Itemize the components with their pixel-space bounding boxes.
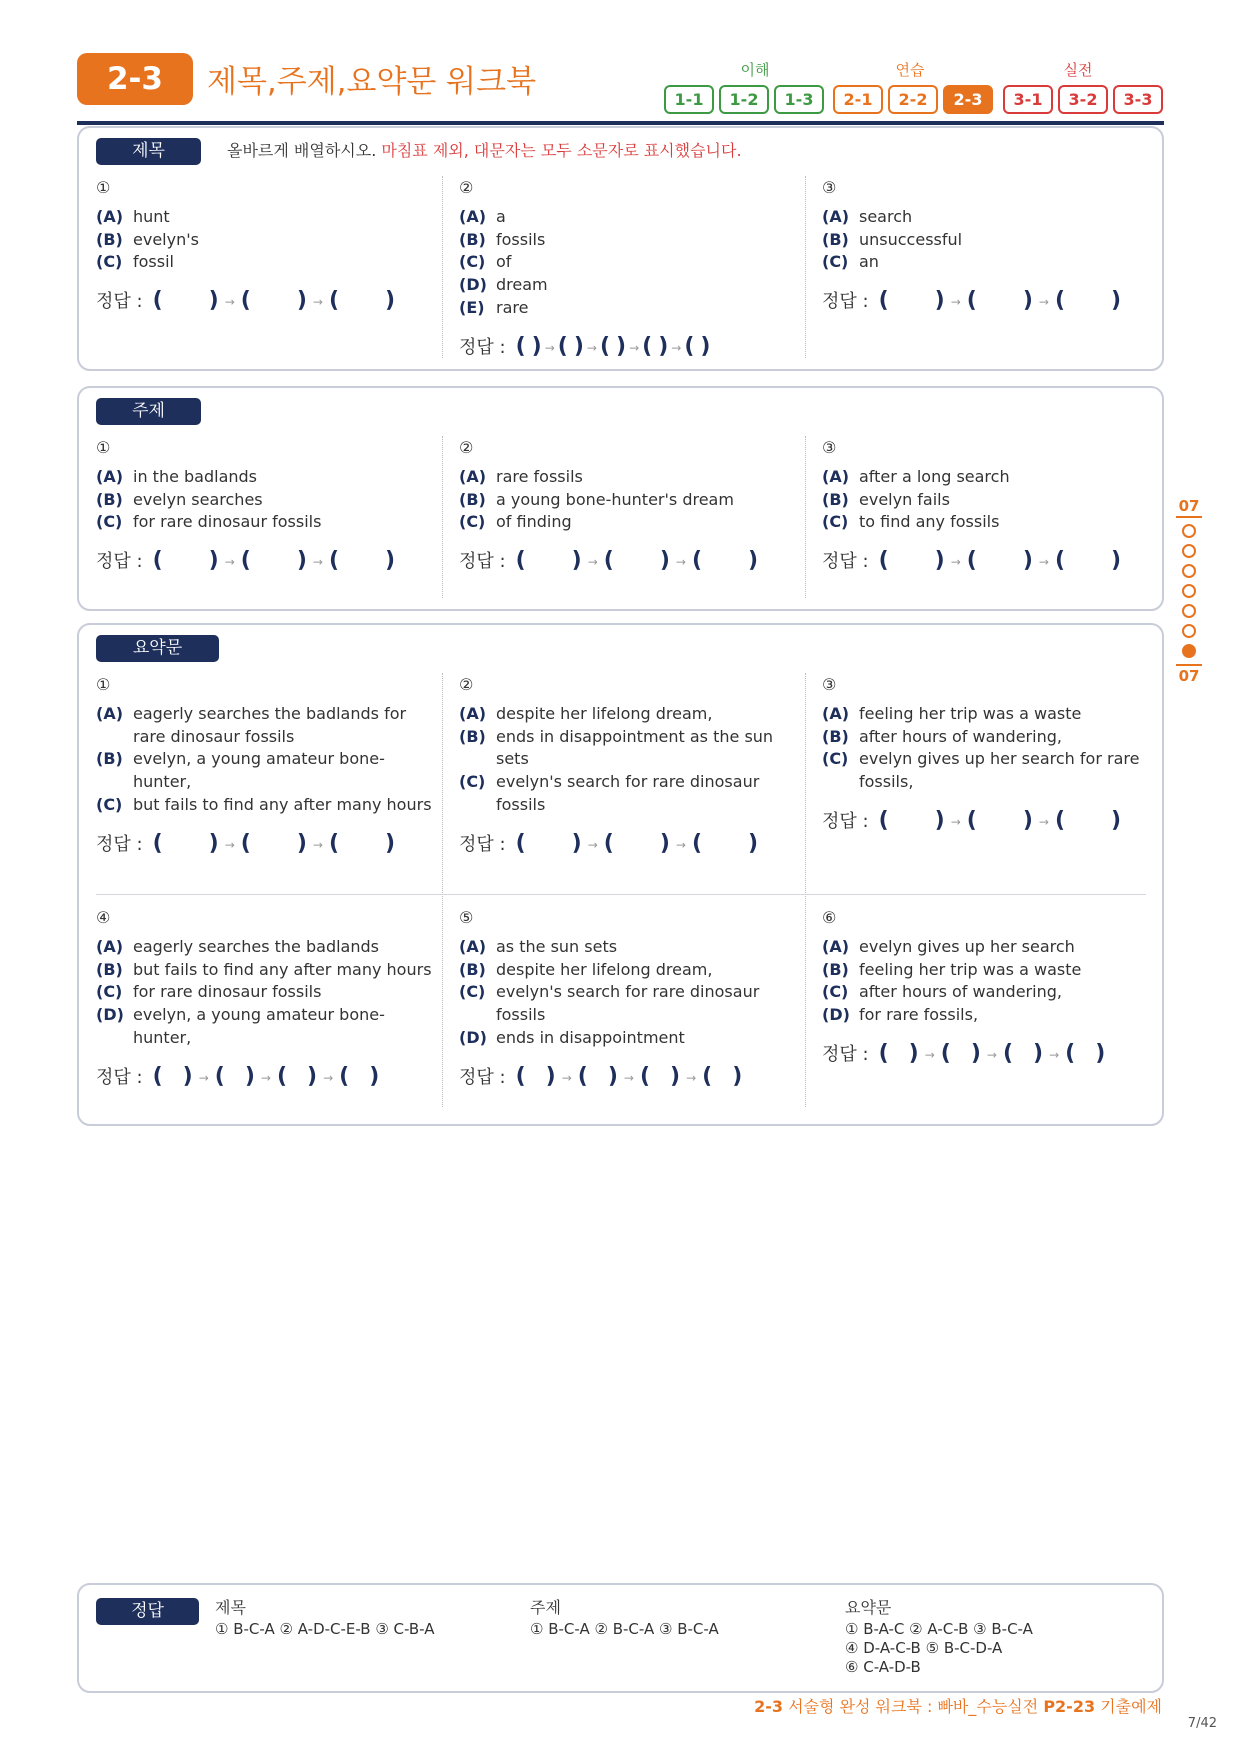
side-nav-number-top: 07 bbox=[1176, 497, 1202, 518]
answer-slot[interactable]: ( ) bbox=[691, 548, 759, 574]
question-number: ① bbox=[96, 178, 111, 197]
option-key: (C) bbox=[822, 982, 849, 1002]
instruction-warning: 마침표 제외, 대문자는 모두 소문자로 표시했습니다. bbox=[381, 141, 742, 160]
section-tag-answers: 정답 bbox=[96, 1598, 199, 1625]
option bbox=[822, 726, 1162, 749]
arrow-icon: → bbox=[323, 1070, 334, 1085]
option-key: (B) bbox=[459, 489, 486, 509]
option bbox=[459, 726, 799, 771]
option-key: (A) bbox=[822, 704, 850, 723]
answer-slot[interactable]: ( ) bbox=[966, 548, 1033, 574]
option-text: evelyn's search for rare dinosaur fossils bbox=[496, 982, 760, 1025]
section-tag-topic: 주제 bbox=[96, 398, 201, 425]
option-text: a bbox=[496, 207, 506, 226]
answer-slot[interactable]: ( ) bbox=[966, 807, 1033, 833]
answer-row bbox=[822, 286, 1162, 316]
option bbox=[822, 703, 1162, 726]
arrow-icon: → bbox=[224, 555, 235, 570]
answer-row bbox=[822, 1039, 1162, 1069]
arrow-icon: → bbox=[950, 814, 961, 829]
answer-label: 정답 : bbox=[96, 291, 143, 313]
option bbox=[459, 489, 799, 512]
option-key: (C) bbox=[96, 794, 123, 814]
option-key: (A) bbox=[459, 937, 487, 956]
answer-slot[interactable]: ( ) bbox=[240, 830, 307, 856]
option-key: (D) bbox=[459, 1027, 487, 1047]
answer-slot[interactable]: ( ) bbox=[639, 1063, 681, 1089]
answer-row bbox=[96, 546, 436, 576]
question-number: ③ bbox=[822, 675, 837, 694]
answer-slot[interactable]: ( ) bbox=[603, 830, 670, 856]
option bbox=[459, 771, 799, 816]
option bbox=[822, 1004, 1162, 1027]
option-key: (D) bbox=[96, 1005, 124, 1025]
level-tab-2-1[interactable]: 2-1 bbox=[833, 85, 883, 114]
header-divider bbox=[77, 121, 1164, 125]
answer-label: 정답 : bbox=[822, 291, 869, 313]
level-tab-3-1[interactable]: 3-1 bbox=[1003, 85, 1053, 114]
arrow-icon: → bbox=[924, 1047, 935, 1062]
option-key: (C) bbox=[459, 772, 486, 792]
option-text: evelyn gives up her search bbox=[859, 937, 1075, 956]
option-text: evelyn's bbox=[133, 229, 199, 249]
option-text: despite her lifelong dream, bbox=[496, 959, 713, 979]
progress-dot[interactable] bbox=[1182, 584, 1196, 598]
option bbox=[822, 489, 1162, 512]
answer-key-summary-values-3: ⑥ C-A-D-B bbox=[845, 1658, 921, 1676]
option-text: for rare dinosaur fossils bbox=[133, 512, 322, 532]
option-text: rare bbox=[496, 297, 529, 317]
option bbox=[96, 229, 436, 252]
option-key: (B) bbox=[96, 229, 123, 249]
instruction-text: 올바르게 배열하시오. bbox=[227, 141, 377, 160]
option bbox=[459, 1027, 799, 1050]
summary-question-5 bbox=[459, 908, 799, 1092]
arrow-icon: → bbox=[544, 340, 555, 355]
option-text: fossils bbox=[496, 229, 546, 249]
answer-slot[interactable]: ( ) bbox=[1002, 1040, 1044, 1066]
option-key: (A) bbox=[96, 467, 124, 486]
instruction bbox=[227, 138, 742, 161]
summary-question-6 bbox=[822, 908, 1162, 1069]
option-key: (B) bbox=[459, 726, 486, 746]
option-text: evelyn's search for rare dinosaur fossils bbox=[496, 772, 760, 814]
option-key: (C) bbox=[822, 252, 849, 272]
question-number: ① bbox=[96, 438, 111, 457]
section-tag-summary: 요약문 bbox=[96, 635, 219, 662]
option-key: (B) bbox=[822, 229, 849, 249]
option-text: feeling her trip was a waste bbox=[859, 959, 1082, 979]
arrow-icon: → bbox=[675, 555, 686, 570]
summary-question-4 bbox=[96, 908, 436, 1092]
answer-slot[interactable]: ( ) bbox=[214, 1063, 255, 1089]
topic-question-2 bbox=[459, 438, 799, 576]
answer-slot[interactable]: ( ) bbox=[691, 830, 759, 856]
option-key: (D) bbox=[459, 275, 487, 295]
answer-slot[interactable]: ( ) bbox=[684, 333, 711, 359]
option-text: to find any fossils bbox=[859, 512, 1000, 532]
level-tab-3-2[interactable]: 3-2 bbox=[1058, 85, 1108, 114]
option-text: evelyn searches bbox=[133, 489, 263, 509]
footer-lesson: 2-3 bbox=[754, 1697, 783, 1716]
answer-row bbox=[96, 286, 436, 316]
summary-section-panel bbox=[77, 623, 1164, 1126]
option-key: (B) bbox=[822, 726, 849, 746]
option bbox=[459, 936, 799, 959]
option bbox=[96, 703, 436, 748]
answer-label: 정답 : bbox=[96, 1066, 143, 1088]
option-key: (B) bbox=[459, 229, 486, 249]
option-text: evelyn gives up her search for rare fossils, bbox=[859, 749, 1140, 792]
footer-page-ref: P2-23 bbox=[1043, 1697, 1096, 1716]
question-number: ② bbox=[459, 438, 474, 457]
option-key: (C) bbox=[96, 512, 123, 532]
answer-key-summary-label: 요약문 bbox=[845, 1598, 892, 1617]
option-text: in the badlands bbox=[133, 467, 258, 486]
answer-slot[interactable]: ( ) bbox=[940, 1040, 981, 1066]
option-text: rare fossils bbox=[496, 467, 583, 486]
page-title: 제목,주제,요약문 워크북 bbox=[207, 64, 537, 100]
answer-slot[interactable]: ( ) bbox=[603, 548, 670, 574]
option-key: (C) bbox=[96, 252, 123, 272]
option bbox=[96, 936, 436, 959]
answer-label: 정답 : bbox=[459, 336, 506, 358]
option-key: (C) bbox=[822, 512, 849, 532]
arrow-icon: → bbox=[1049, 1047, 1060, 1062]
column-divider bbox=[805, 176, 806, 358]
level-tab-2-3-active[interactable]: 2-3 bbox=[943, 85, 993, 114]
answer-label: 정답 : bbox=[822, 551, 869, 573]
answer-row bbox=[822, 806, 1162, 836]
answer-slot[interactable]: ( ) bbox=[152, 830, 219, 856]
answer-row bbox=[459, 1062, 799, 1092]
question-number: ⑤ bbox=[459, 908, 474, 927]
answer-row bbox=[459, 829, 799, 859]
option-key: (A) bbox=[96, 207, 124, 226]
answer-slot[interactable]: ( ) bbox=[515, 1063, 556, 1089]
option-key: (A) bbox=[822, 207, 850, 226]
answer-label: 정답 : bbox=[96, 833, 143, 855]
answer-slot[interactable]: ( ) bbox=[878, 807, 945, 833]
arrow-icon: → bbox=[198, 1070, 209, 1085]
question-number: ① bbox=[96, 675, 111, 694]
option-key: (A) bbox=[459, 467, 487, 486]
side-nav-number-bottom: 07 bbox=[1176, 664, 1202, 686]
option bbox=[96, 748, 436, 793]
option-key: (B) bbox=[96, 749, 123, 769]
arrow-icon: → bbox=[586, 340, 597, 355]
title-section-panel bbox=[77, 126, 1164, 371]
arrow-icon: → bbox=[986, 1047, 997, 1062]
option-key: (B) bbox=[96, 959, 123, 979]
column-divider bbox=[442, 673, 443, 1107]
answer-slot[interactable]: ( ) bbox=[1054, 288, 1122, 314]
arrow-icon: → bbox=[587, 555, 598, 570]
option bbox=[96, 511, 436, 534]
arrow-icon: → bbox=[260, 1070, 271, 1085]
answer-slot[interactable]: ( ) bbox=[276, 1063, 318, 1089]
progress-dot[interactable] bbox=[1182, 604, 1196, 618]
option bbox=[96, 959, 436, 982]
arrow-icon: → bbox=[312, 837, 323, 852]
option-text: evelyn, a young amateur bone-hunter, bbox=[133, 749, 385, 792]
option-text: search bbox=[859, 207, 913, 226]
summary-question-1 bbox=[96, 675, 436, 859]
option bbox=[459, 703, 799, 726]
answer-slot[interactable]: ( ) bbox=[1054, 548, 1122, 574]
option-text: after hours of wandering, bbox=[859, 982, 1062, 1002]
row-divider bbox=[96, 894, 1146, 895]
topic-section-panel bbox=[77, 386, 1164, 611]
question-number: ③ bbox=[822, 178, 837, 197]
lesson-badge: 2-3 bbox=[77, 53, 193, 105]
answer-slot[interactable]: ( ) bbox=[515, 830, 582, 856]
option-key: (A) bbox=[96, 704, 124, 723]
option bbox=[822, 251, 1162, 274]
arrow-icon: → bbox=[950, 295, 961, 310]
answer-slot[interactable]: ( ) bbox=[702, 1063, 743, 1089]
arrow-icon: → bbox=[950, 555, 961, 570]
option-key: (B) bbox=[96, 489, 123, 509]
progress-dot-current[interactable] bbox=[1182, 644, 1196, 658]
level-tab-1-1[interactable]: 1-1 bbox=[664, 85, 714, 114]
answer-slot[interactable]: ( ) bbox=[642, 333, 669, 359]
option bbox=[459, 251, 799, 274]
answer-slot[interactable]: ( ) bbox=[339, 1063, 380, 1089]
answer-slot[interactable]: ( ) bbox=[966, 288, 1033, 314]
option-key: (A) bbox=[459, 704, 487, 723]
option bbox=[822, 206, 1162, 229]
option-key: (C) bbox=[96, 982, 123, 1002]
summary-question-2 bbox=[459, 675, 799, 859]
level-label-practice: 연습 bbox=[895, 61, 925, 79]
answer-key-title-label: 제목 bbox=[215, 1598, 246, 1617]
page-number: 7/42 bbox=[1187, 1716, 1217, 1731]
topic-question-1 bbox=[96, 438, 436, 576]
level-tab-1-2[interactable]: 1-2 bbox=[719, 85, 769, 114]
option-text: ends in disappointment as the sun sets bbox=[496, 726, 774, 769]
answer-label: 정답 : bbox=[459, 833, 506, 855]
answer-key-summary-values-1: ① B-A-C ② A-C-B ③ B-C-A bbox=[845, 1620, 1033, 1638]
answer-key-summary-values-2: ④ D-A-C-B ⑤ B-C-D-A bbox=[845, 1639, 1003, 1657]
level-label-understand: 이해 bbox=[740, 61, 770, 79]
option-key: (C) bbox=[822, 749, 849, 769]
answer-slot[interactable]: ( ) bbox=[878, 548, 945, 574]
option bbox=[822, 466, 1162, 489]
progress-dot[interactable] bbox=[1182, 564, 1196, 578]
answer-slot[interactable]: ( ) bbox=[152, 288, 219, 314]
answer-slot[interactable]: ( ) bbox=[152, 548, 219, 574]
option bbox=[822, 959, 1162, 982]
answer-slot[interactable]: ( ) bbox=[240, 288, 307, 314]
option-key: (C) bbox=[459, 252, 486, 272]
option-text: but fails to find any after many hours bbox=[133, 959, 432, 979]
answer-key-topic-values: ① B-C-A ② B-C-A ③ B-C-A bbox=[530, 1620, 719, 1638]
option-text: dream bbox=[496, 275, 548, 295]
answer-slot[interactable]: ( ) bbox=[1054, 807, 1122, 833]
option-text: an bbox=[859, 252, 879, 272]
option-text: unsuccessful bbox=[859, 229, 963, 249]
arrow-icon: → bbox=[1038, 814, 1049, 829]
arrow-icon: → bbox=[629, 340, 640, 355]
option bbox=[459, 466, 799, 489]
option bbox=[459, 511, 799, 534]
option bbox=[459, 229, 799, 252]
answer-key-title-values: ① B-C-A ② A-D-C-E-B ③ C-B-A bbox=[215, 1620, 435, 1638]
side-progress-nav bbox=[1176, 497, 1202, 686]
level-tab-3-3[interactable]: 3-3 bbox=[1113, 85, 1163, 114]
question-number: ② bbox=[459, 675, 474, 694]
answer-slot[interactable]: ( ) bbox=[878, 288, 945, 314]
answer-slot[interactable]: ( ) bbox=[577, 1063, 618, 1089]
option-text: after a long search bbox=[859, 467, 1010, 486]
option-text: evelyn fails bbox=[859, 489, 950, 509]
answer-row bbox=[96, 829, 436, 859]
option bbox=[822, 748, 1162, 793]
option-key: (A) bbox=[459, 207, 487, 226]
option-key: (B) bbox=[459, 959, 486, 979]
answer-row bbox=[459, 546, 799, 576]
column-divider bbox=[442, 436, 443, 598]
answer-slot[interactable]: ( ) bbox=[328, 830, 396, 856]
section-tag-title: 제목 bbox=[96, 138, 201, 165]
option bbox=[822, 981, 1162, 1004]
answer-slot[interactable]: ( ) bbox=[599, 333, 627, 359]
footer-caption bbox=[754, 1694, 1162, 1717]
option bbox=[96, 206, 436, 229]
arrow-icon: → bbox=[224, 837, 235, 852]
option-text: but fails to find any after many hours bbox=[133, 794, 432, 814]
answer-label: 정답 : bbox=[822, 810, 869, 832]
title-question-2 bbox=[459, 178, 799, 362]
option-key: (A) bbox=[822, 467, 850, 486]
answer-key-topic-label: 주제 bbox=[530, 1598, 561, 1617]
answer-label: 정답 : bbox=[822, 1043, 869, 1065]
option-key: (C) bbox=[459, 512, 486, 532]
answer-slot[interactable]: ( ) bbox=[1065, 1040, 1106, 1066]
option bbox=[822, 229, 1162, 252]
option bbox=[459, 274, 799, 297]
question-number: ② bbox=[459, 178, 474, 197]
option bbox=[459, 981, 799, 1026]
arrow-icon: → bbox=[312, 555, 323, 570]
arrow-icon: → bbox=[561, 1070, 572, 1085]
option-text: of finding bbox=[496, 512, 572, 532]
answer-row bbox=[459, 332, 799, 362]
option-text: despite her lifelong dream, bbox=[496, 704, 713, 723]
option-text: as the sun sets bbox=[496, 937, 618, 956]
arrow-icon: → bbox=[671, 340, 682, 355]
level-tab-2-2[interactable]: 2-2 bbox=[888, 85, 938, 114]
question-number: ③ bbox=[822, 438, 837, 457]
option-text: for rare dinosaur fossils bbox=[133, 982, 322, 1002]
option-text: evelyn, a young amateur bone-hunter, bbox=[133, 1005, 385, 1047]
column-divider bbox=[805, 673, 806, 1107]
answer-slot[interactable]: ( ) bbox=[515, 333, 542, 359]
answer-slot[interactable]: ( ) bbox=[557, 333, 584, 359]
option bbox=[459, 206, 799, 229]
title-question-3 bbox=[822, 178, 1162, 316]
footer-book: 서술형 완성 워크북 : 빠바_수능실전 bbox=[788, 1697, 1039, 1716]
option bbox=[96, 251, 436, 274]
question-number: ⑥ bbox=[822, 908, 837, 927]
answer-label: 정답 : bbox=[96, 551, 143, 573]
progress-dot[interactable] bbox=[1182, 544, 1196, 558]
answer-key-panel bbox=[77, 1583, 1164, 1693]
column-divider bbox=[805, 436, 806, 598]
column-divider bbox=[442, 176, 443, 358]
option bbox=[96, 794, 436, 817]
progress-dot[interactable] bbox=[1182, 524, 1196, 538]
option-text: eagerly searches the badlands bbox=[133, 937, 379, 956]
arrow-icon: → bbox=[1038, 555, 1049, 570]
arrow-icon: → bbox=[623, 1070, 634, 1085]
footer-type: 기출예제 bbox=[1100, 1697, 1162, 1716]
title-question-1 bbox=[96, 178, 436, 316]
option-text: hunt bbox=[133, 207, 170, 226]
answer-label: 정답 : bbox=[459, 1066, 506, 1088]
option-key: (E) bbox=[459, 297, 485, 317]
arrow-icon: → bbox=[224, 295, 235, 310]
option-key: (C) bbox=[459, 982, 486, 1002]
arrow-icon: → bbox=[587, 837, 598, 852]
option-key: (D) bbox=[822, 1005, 850, 1025]
option-text: fossil bbox=[133, 252, 174, 272]
option-key: (A) bbox=[96, 937, 124, 956]
option-text: ends in disappointment bbox=[496, 1027, 685, 1047]
answer-label: 정답 : bbox=[459, 551, 506, 573]
option-text: of bbox=[496, 252, 512, 272]
option-key: (B) bbox=[822, 959, 849, 979]
answer-slot[interactable]: ( ) bbox=[152, 1063, 193, 1089]
option-text: a young bone-hunter's dream bbox=[496, 489, 734, 509]
answer-row bbox=[822, 546, 1162, 576]
option-text: eagerly searches the badlands for rare dinosaur fossils bbox=[133, 704, 407, 746]
arrow-icon: → bbox=[312, 295, 323, 310]
answer-slot[interactable]: ( ) bbox=[328, 288, 396, 314]
option bbox=[822, 511, 1162, 534]
answer-slot[interactable]: ( ) bbox=[515, 548, 582, 574]
option-text: for rare fossils, bbox=[859, 1005, 979, 1025]
option-key: (A) bbox=[822, 937, 850, 956]
option bbox=[459, 959, 799, 982]
progress-dot[interactable] bbox=[1182, 624, 1196, 638]
answer-row bbox=[96, 1062, 436, 1092]
option bbox=[96, 489, 436, 512]
option bbox=[96, 466, 436, 489]
arrow-icon: → bbox=[675, 837, 686, 852]
option bbox=[459, 297, 799, 320]
arrow-icon: → bbox=[1038, 295, 1049, 310]
option bbox=[822, 936, 1162, 959]
topic-question-3 bbox=[822, 438, 1162, 576]
answer-slot[interactable]: ( ) bbox=[328, 548, 396, 574]
answer-slot[interactable]: ( ) bbox=[878, 1040, 919, 1066]
summary-question-3 bbox=[822, 675, 1162, 836]
option-key: (B) bbox=[822, 489, 849, 509]
option-text: feeling her trip was a waste bbox=[859, 704, 1082, 723]
level-label-real: 실전 bbox=[1063, 61, 1093, 79]
option bbox=[96, 981, 436, 1004]
option-text: after hours of wandering, bbox=[859, 726, 1062, 746]
level-tab-1-3[interactable]: 1-3 bbox=[774, 85, 824, 114]
answer-slot[interactable]: ( ) bbox=[240, 548, 307, 574]
option bbox=[96, 1004, 436, 1049]
arrow-icon: → bbox=[686, 1070, 697, 1085]
question-number: ④ bbox=[96, 908, 111, 927]
